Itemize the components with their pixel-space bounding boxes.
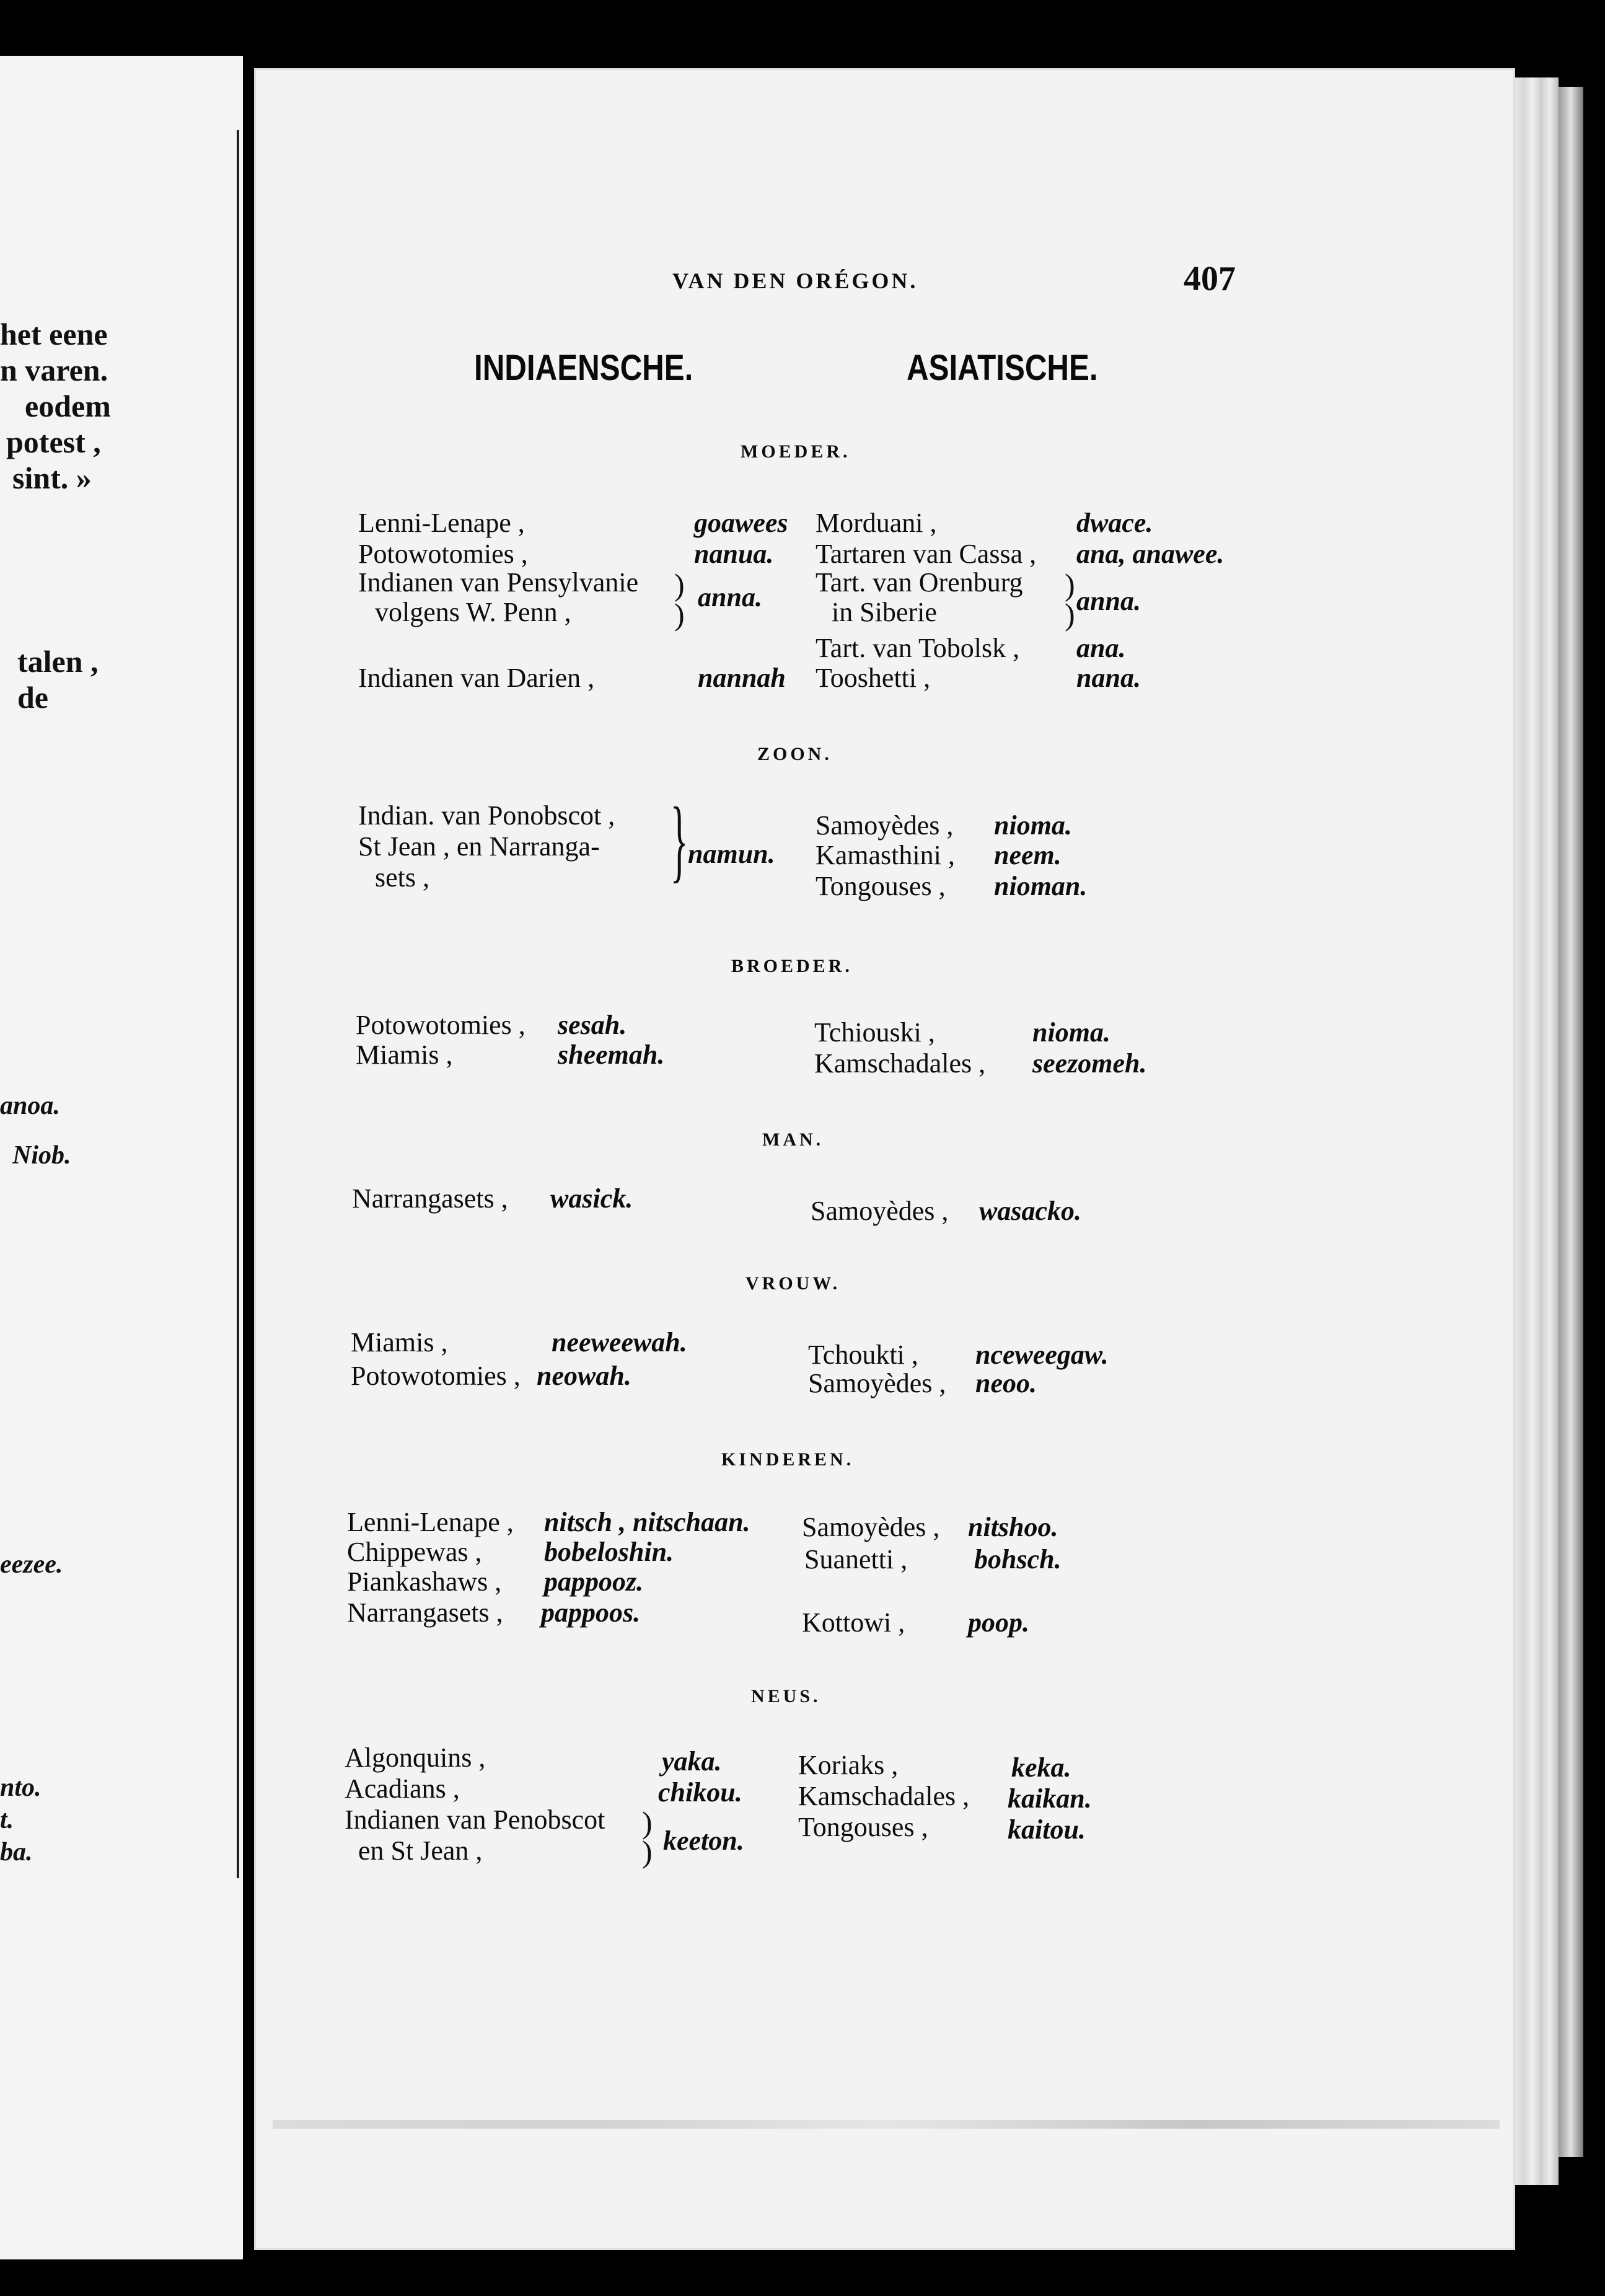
word: nitshoo. — [968, 1512, 1058, 1542]
word: neowah. — [537, 1361, 631, 1391]
word: sheemah. — [558, 1040, 665, 1070]
section-heading: ZOON. — [757, 744, 832, 764]
word: neeweewah. — [552, 1327, 687, 1358]
tribe-name: Miamis , — [351, 1327, 448, 1358]
word: anna. — [698, 582, 762, 612]
tribe-name: Potowotomies , — [351, 1361, 521, 1391]
tribe-name: Algonquins , — [345, 1742, 486, 1773]
word: nioma. — [1032, 1017, 1110, 1048]
book-spine-edge — [1559, 87, 1583, 2157]
word: wasick. — [550, 1183, 633, 1214]
tribe-name: St Jean , en Narranga- — [358, 831, 600, 862]
left-page-line: sint. » — [12, 461, 92, 495]
people-name: Suanetti , — [804, 1544, 908, 1574]
left-page-line: ba. — [0, 1838, 33, 1866]
word: namun. — [688, 839, 775, 869]
tribe-name: Indianen van Penobscot — [345, 1804, 605, 1835]
word: nitsch , nitschaan. — [544, 1507, 750, 1537]
page-edge — [1515, 77, 1559, 2185]
word: chikou. — [658, 1777, 742, 1808]
word: wasacko. — [979, 1196, 1081, 1226]
people-name: Kamschadales , — [798, 1781, 970, 1811]
word: ana, anawee. — [1076, 539, 1225, 569]
page-number: 407 — [1184, 260, 1236, 298]
left-page-line: de — [17, 680, 48, 715]
word: ana. — [1076, 633, 1126, 663]
tribe-name: Indianen van Pensylvanie — [358, 567, 639, 598]
word: keka. — [1011, 1752, 1071, 1783]
word: anna. — [1076, 586, 1141, 616]
word: nioman. — [994, 871, 1088, 901]
tribe-name: Miamis , — [356, 1040, 453, 1070]
tribe-name: Narrangasets , — [352, 1183, 508, 1214]
left-page-line: eezee. — [0, 1550, 63, 1579]
tribe-name: Piankashaws , — [347, 1566, 502, 1597]
brace-icon: } — [670, 788, 688, 891]
left-page-line: Niob. — [12, 1141, 71, 1170]
people-name: Kamasthini , — [816, 840, 955, 870]
tribe-name: Lenni-Lenape , — [347, 1507, 514, 1537]
word: neem. — [994, 840, 1062, 870]
word: nannah — [698, 663, 786, 693]
left-page-line: potest , — [6, 425, 101, 459]
people-name: Tart. van Orenburg — [816, 567, 1023, 598]
people-name: Tchiouski , — [814, 1017, 935, 1048]
tribe-name: volgens W. Penn , — [375, 597, 571, 627]
brace-icon: ) — [642, 1805, 653, 1840]
people-name: Samoyèdes , — [816, 810, 954, 841]
gutter-divider — [237, 130, 239, 1878]
word: bobeloshin. — [544, 1537, 674, 1567]
section-heading: KINDEREN. — [721, 1449, 855, 1470]
people-name: Tongouses , — [798, 1812, 928, 1842]
left-page-line: eodem — [25, 389, 111, 423]
section-heading: MAN. — [762, 1129, 824, 1150]
people-name: Morduani , — [816, 508, 937, 538]
section-heading: MOEDER. — [741, 441, 851, 462]
word: goawees — [694, 508, 788, 538]
word: nana. — [1076, 663, 1141, 693]
tribe-name: Potowotomies , — [356, 1010, 525, 1040]
word: dwace. — [1076, 508, 1153, 538]
word: seezomeh. — [1032, 1048, 1147, 1079]
word: nioma. — [994, 810, 1072, 841]
brace-icon: ) — [642, 1834, 653, 1869]
tribe-name: Lenni-Lenape , — [358, 508, 525, 538]
left-page-line: t. — [0, 1806, 14, 1834]
brace-icon: ) — [674, 567, 685, 602]
left-page-line: n varen. — [0, 353, 108, 387]
word: yaka. — [662, 1746, 722, 1777]
brace-icon: ) — [1065, 567, 1075, 602]
word: pappooz. — [544, 1566, 644, 1597]
people-name: Tongouses , — [816, 871, 946, 901]
tribe-name: Acadians , — [345, 1773, 460, 1804]
people-name: Samoyèdes , — [802, 1512, 940, 1542]
book-page — [254, 68, 1515, 2250]
tribe-name: sets , — [375, 862, 429, 893]
word: bohsch. — [974, 1544, 1062, 1574]
left-page-line: het eene — [0, 317, 108, 351]
running-head: VAN DEN ORÉGON. — [672, 268, 918, 293]
left-page-line: nto. — [0, 1773, 42, 1802]
word: poop. — [968, 1607, 1029, 1638]
section-heading: NEUS. — [751, 1686, 821, 1707]
section-heading: VROUW. — [745, 1273, 841, 1294]
word: kaitou. — [1008, 1814, 1086, 1845]
tribe-name: Indian. van Ponobscot , — [358, 800, 615, 831]
section-heading: BROEDER. — [731, 956, 853, 976]
word: neoo. — [975, 1368, 1037, 1398]
brace-icon: ) — [1065, 597, 1075, 632]
people-name: Samoyèdes , — [811, 1196, 949, 1226]
tribe-name: Chippewas , — [347, 1537, 482, 1567]
word: nceweegaw. — [975, 1340, 1109, 1370]
page-bottom-shadow — [273, 2120, 1500, 2129]
word: kaikan. — [1008, 1783, 1092, 1814]
column-heading-asian: ASIATISCHE. — [907, 348, 1098, 388]
people-name: Kamschadales , — [814, 1048, 986, 1079]
tribe-name: Indianen van Darien , — [358, 663, 595, 693]
left-page-line: anoa. — [0, 1092, 60, 1120]
people-name: Koriaks , — [798, 1750, 899, 1780]
people-name: Tooshetti , — [816, 663, 931, 693]
brace-icon: ) — [674, 597, 685, 632]
people-name: Tart. van Tobolsk , — [816, 633, 1020, 663]
tribe-name: en St Jean , — [358, 1835, 483, 1866]
people-name: in Siberie — [832, 597, 937, 627]
word: keeton. — [663, 1826, 744, 1856]
word: nanua. — [694, 539, 774, 569]
tribe-name: Potowotomies , — [358, 539, 528, 569]
left-page-line: talen , — [17, 644, 99, 679]
people-name: Tartaren van Cassa , — [816, 539, 1037, 569]
people-name: Samoyèdes , — [808, 1368, 946, 1398]
word: sesah. — [558, 1010, 627, 1040]
tribe-name: Narrangasets , — [347, 1597, 503, 1628]
column-heading-indian: INDIAENSCHE. — [474, 348, 693, 388]
left-facing-page — [0, 56, 243, 2259]
people-name: Tchoukti , — [808, 1340, 918, 1370]
word: pappoos. — [541, 1597, 641, 1628]
people-name: Kottowi , — [802, 1607, 905, 1638]
